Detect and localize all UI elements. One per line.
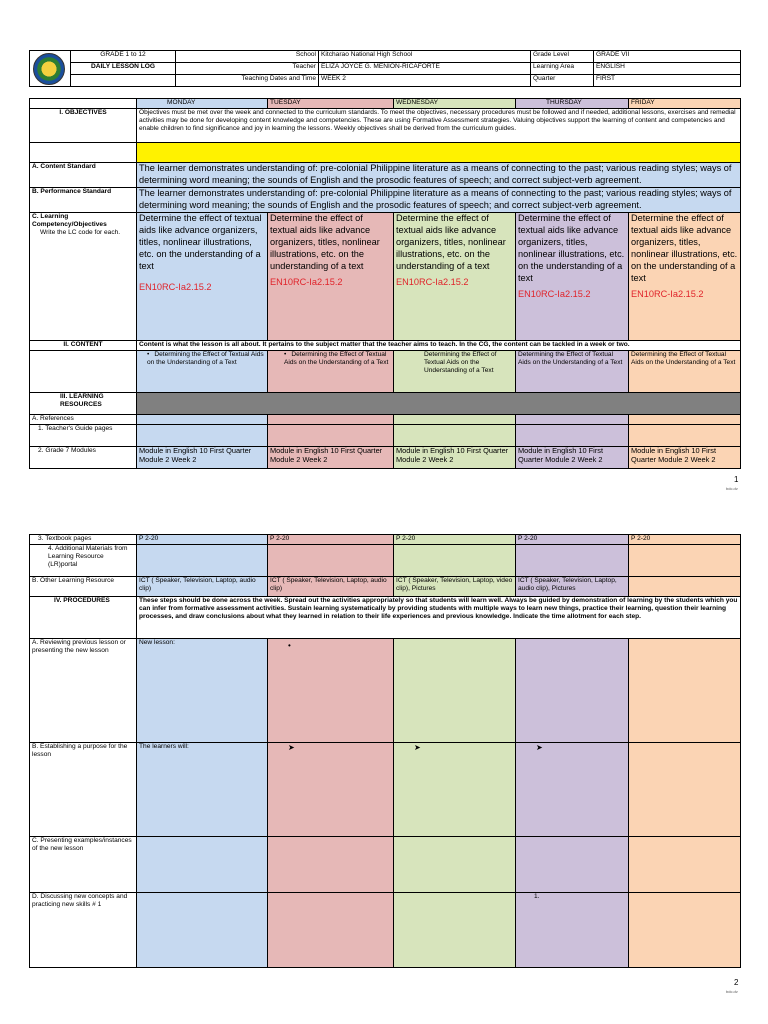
competency-text: Determine the effect of textual aids like advance organizers, titles, nonlinear illustrations, etc. on the understanding of a text: [139, 212, 262, 271]
grade-level-value: GRADE VII: [594, 51, 741, 63]
other-tuesday: ICT ( Speaker, Television, Laptop, audio clip): [268, 577, 394, 597]
grade-range: GRADE 1 to 12: [71, 51, 176, 63]
content-item: • Determining the Effect of Textual Aids on the Understanding of a Text: [147, 351, 265, 367]
proc-b-wednesday: ➤: [394, 743, 516, 837]
other-monday: ICT ( Speaker, Television, Laptop, audio clip): [137, 577, 268, 597]
footer-mark-1: bdc.dv: [726, 486, 738, 491]
proc-d-thursday: 1.: [516, 893, 629, 968]
competency-code: EN10RC-Ia2.15.2: [631, 288, 704, 299]
content-standard-text: The learner demonstrates understanding of: pre-colonial Philippine literature as a means of connecting to the past; various reading styles; ways of determining word meaning; the sounds of English and the prosodic features of speech; and correct subject-verb agreement.: [137, 163, 741, 188]
competency-thursday: [516, 212, 629, 340]
content-item: Determining the Effect of Textual Aids on the Understanding of a Text: [518, 350, 623, 366]
day-wednesday: WEDNESDAY: [394, 99, 516, 109]
learning-area-value: ENGLISH: [594, 63, 741, 75]
day-tuesday: TUESDAY: [268, 99, 394, 109]
competency-text: Determine the effect of textual aids like advance organizers, titles, nonlinear illustrations, etc. on the understanding of a text: [396, 212, 506, 271]
page-1: [0, 0, 768, 492]
header-table: [29, 50, 741, 87]
module-wednesday: Module in English 10 First Quarter Module 2 Week 2: [394, 446, 516, 468]
textbook-tuesday: P 2-20: [268, 535, 394, 545]
content-wednesday: [394, 350, 516, 392]
proc-b-monday: The learners will:: [137, 743, 268, 837]
content-standard-label: A. Content Standard: [30, 163, 137, 188]
proc-a-monday: New lesson:: [137, 639, 268, 743]
school-value: Kitcharao National High School: [319, 51, 531, 63]
procedures-text: These steps should be done across the week. Spread out the activities appropriately so that students will learn well. Always be guided by demonstration of learning by the students which you can infer from formative assessment activities. Sustain learning systematically by providing students with multiple ways to learn new things, practice their learning, question their learning processes, and draw conclusions about what they learned in relation to their life experiences and previous knowledge. Indicate the time allotment for each step.: [137, 597, 741, 639]
proc-b-tuesday: ➤: [268, 743, 394, 837]
competency-code: EN10RC-Ia2.15.2: [518, 288, 591, 299]
teacher-value: ELIZA JOYCE G. MENION-RICAFORTE: [319, 63, 531, 75]
log-title: DAILY LESSON LOG: [71, 63, 176, 75]
proc-b-label: B. Establishing a purpose for the lesson: [30, 743, 137, 837]
proc-d-label: D. Discussing new concepts and practicing new skills # 1: [30, 893, 137, 968]
textbook-monday: P 2-20: [137, 535, 268, 545]
footer-mark-2: bdc.dv: [726, 989, 738, 994]
textbook-label: 3. Textbook pages: [30, 535, 137, 545]
competency-text: Determine the effect of textual aids like advance organizers, titles, nonlinear illustrations, etc. on the understanding of a text: [518, 212, 625, 283]
performance-standard-text: The learner demonstrates understanding of: pre-colonial Philippine literature as a means of connecting to the past; various reading styles; ways of determining word meaning; the sounds of English and the prosodic features of speech; and correct subject-verb agreement.: [137, 187, 741, 212]
teacher-label: Teacher: [176, 63, 319, 75]
proc-c-label: C. Presenting examples/instances of the new lesson: [30, 837, 137, 893]
competency-monday: [137, 212, 268, 340]
resources-label: III. LEARNING RESOURCES: [30, 392, 137, 414]
procedures-label: IV. PROCEDURES: [30, 597, 137, 639]
module-tuesday: Module in English 10 First Quarter Module 2 Week 2: [268, 446, 394, 468]
competency-tuesday: [268, 212, 394, 340]
objectives-label: I. OBJECTIVES: [30, 109, 137, 143]
textbook-wednesday: P 2-20: [394, 535, 516, 545]
modules-label: 2. Grade 7 Modules: [30, 446, 137, 468]
competency-code: EN10RC-Ia2.15.2: [396, 276, 469, 287]
other-wednesday: ICT ( Speaker, Television, Laptop, video clip), Pictures: [394, 577, 516, 597]
resources-shade: [137, 392, 741, 414]
proc-a-label: A. Reviewing previous lesson or presenting the new lesson: [30, 639, 137, 743]
proc-b-thursday: ➤: [516, 743, 629, 837]
learning-area-label: Learning Area: [531, 63, 594, 75]
day-friday: FRIDAY: [629, 99, 741, 109]
dates-label: Teaching Dates and Time: [176, 75, 319, 87]
page-number-2: 2: [734, 978, 739, 987]
competency-code: EN10RC-Ia2.15.2: [270, 276, 343, 287]
references-label: A. References: [30, 414, 137, 424]
day-monday: MONDAY: [137, 99, 268, 109]
module-monday: Module in English 10 First Quarter Module 2 Week 2: [137, 446, 268, 468]
day-thursday: THURSDAY: [516, 99, 629, 109]
quarter-label: Quarter: [531, 75, 594, 87]
page-2: [0, 520, 768, 1024]
page-separator: [0, 492, 768, 520]
competency-friday: [629, 212, 741, 340]
school-label: School: [176, 51, 319, 63]
content-thursday: [516, 350, 629, 392]
content-text: Content is what the lesson is all about. It pertains to the subject matter that the teacher aims to teach. In the CG, the content can be tackled in a week or two.: [137, 340, 741, 350]
content-tuesday: [268, 350, 394, 392]
content-item: Determining the Effect of Textual Aids on the Understanding of a Text: [631, 350, 736, 366]
deped-seal-icon: [33, 53, 65, 85]
other-thursday: ICT ( Speaker, Television, Laptop, audio clip), Pictures: [516, 577, 629, 597]
quarter-value: FIRST: [594, 75, 741, 87]
additional-label: 4. Additional Materials from Learning Resource (LR)portal: [30, 545, 137, 577]
competency-code: EN10RC-Ia2.15.2: [139, 281, 212, 292]
dates-value: WEEK 2: [319, 75, 531, 87]
competency-wednesday: [394, 212, 516, 340]
page-number-1: 1: [734, 475, 739, 484]
module-friday: Module in English 10 First Quarter Module 2 Week 2: [629, 446, 741, 468]
proc-a-tuesday: •: [268, 639, 394, 743]
textbook-friday: P 2-20: [629, 535, 741, 545]
grade-level-label: Grade Level: [531, 51, 594, 63]
competency-label: C. Learning Competency/Objectives: [32, 212, 107, 228]
content-monday: [137, 350, 268, 392]
performance-standard-label: B. Performance Standard: [30, 187, 137, 212]
content-label: II. CONTENT: [30, 340, 137, 350]
objectives-text: Objectives must be met over the week and connected to the curriculum standards. To meet the objectives, necessary procedures must be followed and if needed, additional lessons, exercises and remedial activities may be done for developing content knowledge and competencies. These are using Formative Assessment strategies. Valuing objectives support the learning of content and competencies and enable children to find significance and joy in learning the lessons. Weekly objectives shall be derived from the curriculum guides.: [137, 109, 741, 143]
teachers-guide-label: 1. Teacher's Guide pages: [30, 424, 137, 446]
objectives-highlight: [137, 143, 741, 163]
module-thursday: Module in English 10 First Quarter Module 2 Week 2: [516, 446, 629, 468]
content-friday: [629, 350, 741, 392]
content-item: • Determining the Effect of Textual Aids on the Understanding of a Text: [284, 351, 391, 367]
competency-text: Determine the effect of textual aids like advance organizers, titles, nonlinear illustrations, etc. on the understanding of a text: [631, 212, 738, 283]
content-item: Determining the Effect of Textual Aids on the Understanding of a Text: [424, 350, 497, 374]
competency-label-cell: [30, 212, 137, 340]
textbook-thursday: P 2-20: [516, 535, 629, 545]
other-resources-label: B. Other Learning Resource: [30, 577, 137, 597]
lesson-table-2: [29, 534, 741, 968]
competency-text: Determine the effect of textual aids like advance organizers, titles, nonlinear illustrations, etc. on the understanding of a text: [270, 212, 380, 271]
competency-sublabel: Write the LC code for each.: [40, 228, 121, 236]
lesson-table-1: [29, 98, 741, 469]
